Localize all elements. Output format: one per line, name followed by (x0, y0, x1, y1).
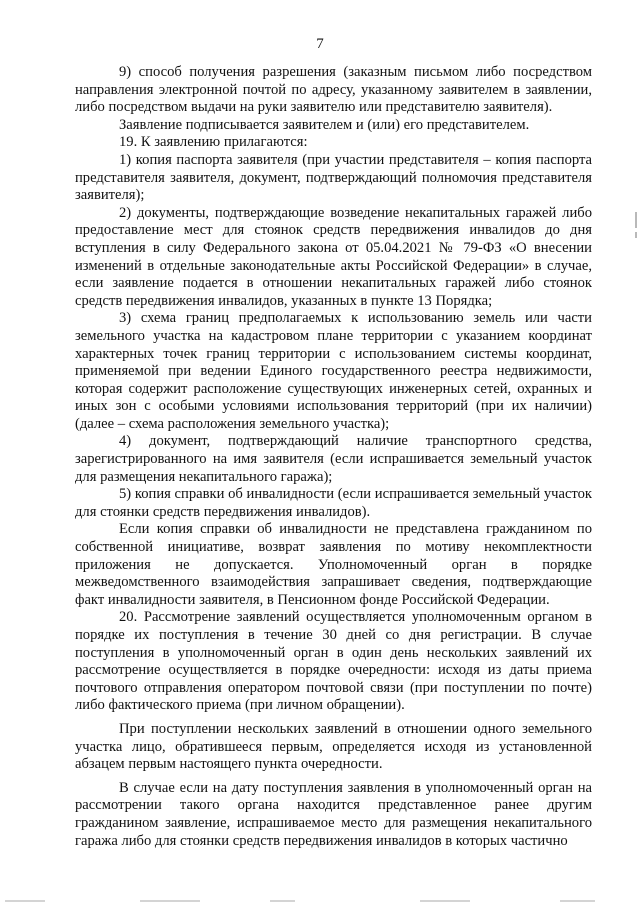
paragraph-pending-application: В случае если на дату поступления заявления в уполномоченный орган на рассмотрении такого органа находится представленное ранее другим гражданином заявление, испрашиваемое место для размещения некапитального гаража либо для стоянки средств передвижения инвалидов в которых частично (75, 779, 592, 849)
paragraph-clause-20: 20. Рассмотрение заявлений осуществляется уполномоченным органом в порядке их поступления в течение 30 дней со дня регистрации. В случае поступления в уполномоченный орган в один день нескольких заявлений их рассмотрение осуществляется в порядке очередности: исходя из даты приема почтового отправления оператором почтовой связи (при поступлении по почте) либо фактического приема (при личном обращении). (75, 609, 592, 714)
paragraph-priority: При поступлении нескольких заявлений в отношении одного земельного участка лицо, обратившееся первым, определяется исходя из установленной абзацем первым настоящего пункта очередности. (75, 720, 592, 773)
scan-artifact-mark (635, 212, 637, 228)
paragraph-item-5-disability: 5) копия справки об инвалидности (если испрашивается земельный участок для стоянки средств передвижения инвалидов). (75, 486, 592, 520)
paragraph-item-9-receipt-method: 9) способ получения разрешения (заказным письмом либо посредством направления электронной почтой по адресу, указанному заявителем в заявлении, либо посредством выдачи на руки заявителю или представителю заявителя). (75, 64, 592, 116)
paragraph-signature-note: Заявление подписывается заявителем и (или) его представителем. (119, 116, 530, 133)
paragraph-item-1-passport: 1) копия паспорта заявителя (при участии представителя – копия паспорта представителя заявителя, документ, подтверждающий полномочия представителя заявителя); (75, 151, 592, 204)
paragraph-disability-request: Если копия справки об инвалидности не представлена гражданином по собственной инициативе, возврат заявления по мотиву некомплектности приложения не допускается. Уполномоченный орган в порядке межведомственного взаимодействия запрашивает сведения, подтверждающие факт инвалидности заявителя, в Пенсионном фонде Российской Федерации. (75, 521, 592, 608)
paragraph-item-2-documents: 2) документы, подтверждающие возведение некапитальных гаражей либо предоставление мест для стоянок средств передвижения инвалидов до дня вступления в силу Федерального закона от 05.04.2021 № 79-ФЗ «О внесении изменений в отдельные законодательные акты Российской Федерации» в случае, если заявление подается в отношении некапитальных гаражей либо стоянок средств передвижения инвалидов, указанных в пункте 13 Порядка; (75, 204, 592, 309)
paragraph-item-3-scheme: 3) схема границ предполагаемых к использованию земель или части земельного участка на кадастровом плане территории с указанием координат характерных точек границ территории с использованием системы координат, применяемой при ведении Единого государственного реестра недвижимости, которая содержит расположение существующих инженерных сетей, охранных и иных зон с особыми условиями использования территорий (при их наличии) (далее – схема расположения земельного участка); (75, 310, 592, 432)
page-number: 7 (316, 36, 324, 52)
document-body (75, 64, 592, 850)
paragraph-clause-19: 19. К заявлению прилагаются: (119, 134, 308, 151)
scan-artifact-mark-small (635, 232, 637, 238)
paragraph-item-4-vehicle: 4) документ, подтверждающий наличие транспортного средства, зарегистрированного на имя заявителя (если испрашивается земельный участок для размещения некапитального гаража); (75, 433, 592, 485)
scan-artifact-bottom (0, 898, 640, 902)
